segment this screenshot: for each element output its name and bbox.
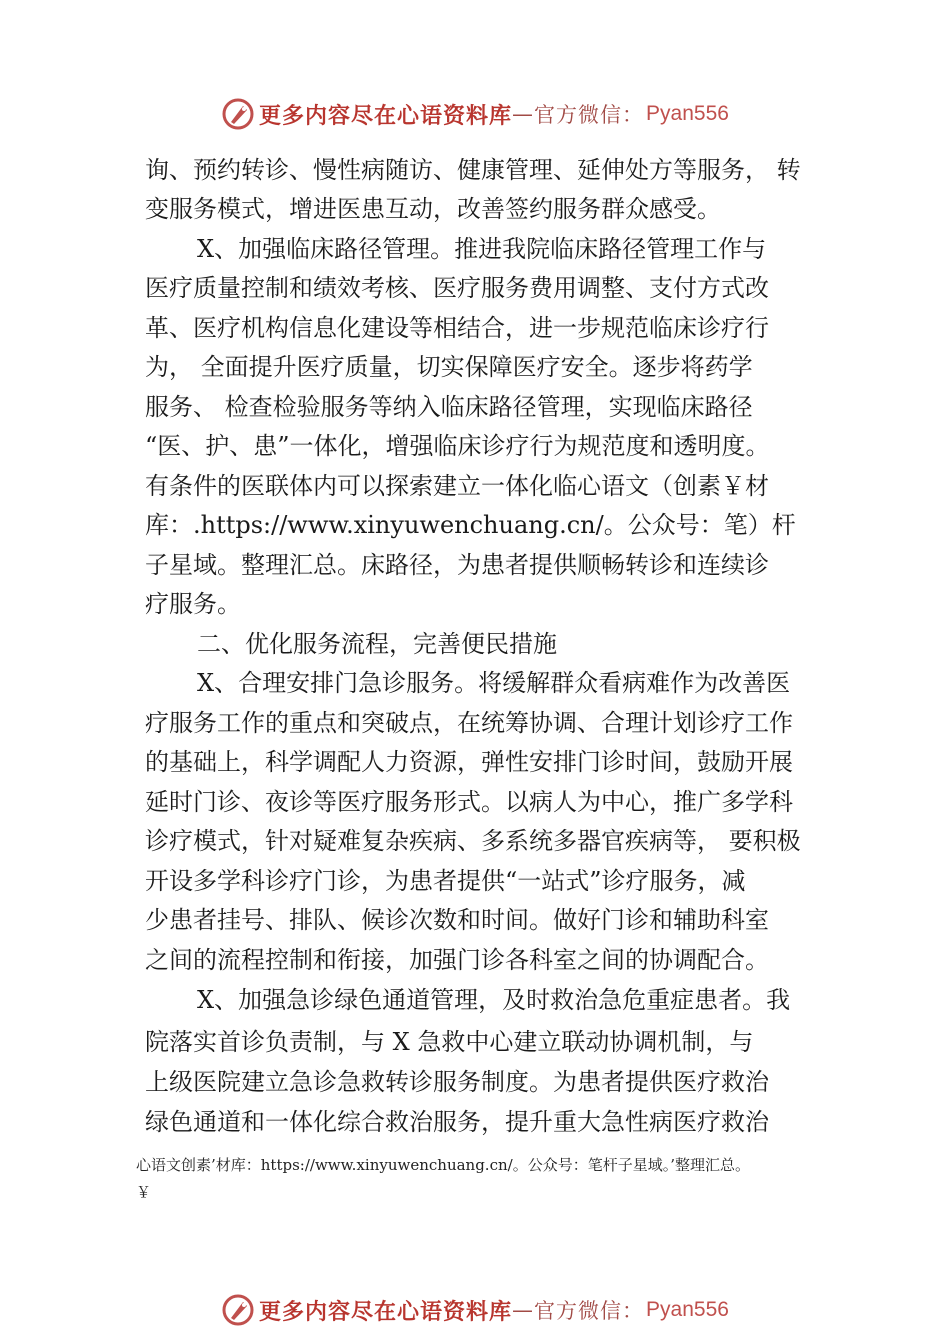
text-line: 子星域。整理汇总。床路径，为患者提供顺畅转诊和连续诊	[145, 551, 769, 579]
banner-brand: 更多内容尽在心语资料库	[259, 1299, 513, 1325]
banner-brand: 更多内容尽在心语资料库	[259, 103, 513, 129]
banner-official: 官方微信：	[534, 1299, 645, 1323]
text-line: X、加强临床路径管理。推进我院临床路径管理工作与	[197, 235, 767, 263]
header-banner	[0, 94, 950, 134]
footnote-symbol: ￥	[136, 1183, 152, 1201]
text-line: 变服务模式，增进医患互动，改善签约服务群众感受。	[145, 195, 721, 223]
text-line: 疗服务工作的重点和突破点，在统筹协调、合理计划诊疗工作	[145, 709, 793, 737]
footnote-text: 心语文创素’材库：https://www.xinyuwenchuang.cn/。公众号：笔杆子星域。’整理汇总。	[136, 1156, 750, 1174]
text-line: 绿色通道和一体化综合救治服务，提升重大急性病医疗救治	[145, 1108, 769, 1136]
banner-wechat-id: Pyan556	[646, 1298, 729, 1321]
pen-nib-logo-icon	[221, 1293, 255, 1327]
text-line: 延时门诊、夜诊等医疗服务形式。以病人为中心，推广多学科	[145, 788, 793, 816]
text-line: 服务、 检查检验服务等纳入临床路径管理，实现临床路径	[145, 393, 753, 421]
pen-nib-logo-icon	[221, 97, 255, 131]
footer-banner	[0, 1290, 950, 1330]
text-line: 之间的流程控制和衔接，加强门诊各科室之间的协调配合。	[145, 946, 769, 974]
text-line: 少患者挂号、排队、候诊次数和时间。做好门诊和辅助科室	[145, 906, 769, 934]
banner-wechat-id: Pyan556	[646, 102, 729, 125]
text-line: 库：.https://www.xinyuwenchuang.cn/。公众号：笔）杆	[145, 511, 796, 539]
section-heading: 二、优化服务流程，完善便民措施	[197, 630, 557, 658]
banner-official: 官方微信：	[534, 103, 645, 127]
banner-dash: —	[512, 1298, 535, 1322]
text-line: 诊疗模式，针对疑难复杂疾病、多系统多器官疾病等， 要积极	[145, 827, 801, 855]
text-line: 革、医疗机构信息化建设等相结合，进一步规范临床诊疗行	[145, 314, 769, 342]
text-line: 询、预约转诊、慢性病随访、健康管理、延伸处方等服务， 转	[145, 156, 801, 184]
text-line: 为， 全面提升医疗质量，切实保障医疗安全。逐步将药学	[145, 353, 753, 381]
text-line: 的基础上，科学调配人力资源，弹性安排门诊时间，鼓励开展	[145, 748, 793, 776]
text-line: 有条件的医联体内可以探索建立一体化临心语文（创素￥材	[145, 472, 769, 500]
text-line: X、合理安排门急诊服务。将缓解群众看病难作为改善医	[197, 669, 791, 697]
text-line: 院落实首诊负责制，与 X 急救中心建立联动协调机制，与	[145, 1028, 754, 1056]
text-line: “医、护、患”一体化，增强临床诊疗行为规范度和透明度。	[145, 432, 770, 460]
text-line: 疗服务。	[145, 590, 241, 618]
banner-dash: —	[512, 102, 535, 126]
text-line: 开设多学科诊疗门诊，为患者提供“一站式”诊疗服务，减	[145, 867, 746, 895]
text-line: 上级医院建立急诊急救转诊服务制度。为患者提供医疗救治	[145, 1068, 769, 1096]
text-line: 医疗质量控制和绩效考核、医疗服务费用调整、支付方式改	[145, 274, 769, 302]
text-line: X、加强急诊绿色通道管理，及时救治急危重症患者。我	[197, 986, 791, 1014]
